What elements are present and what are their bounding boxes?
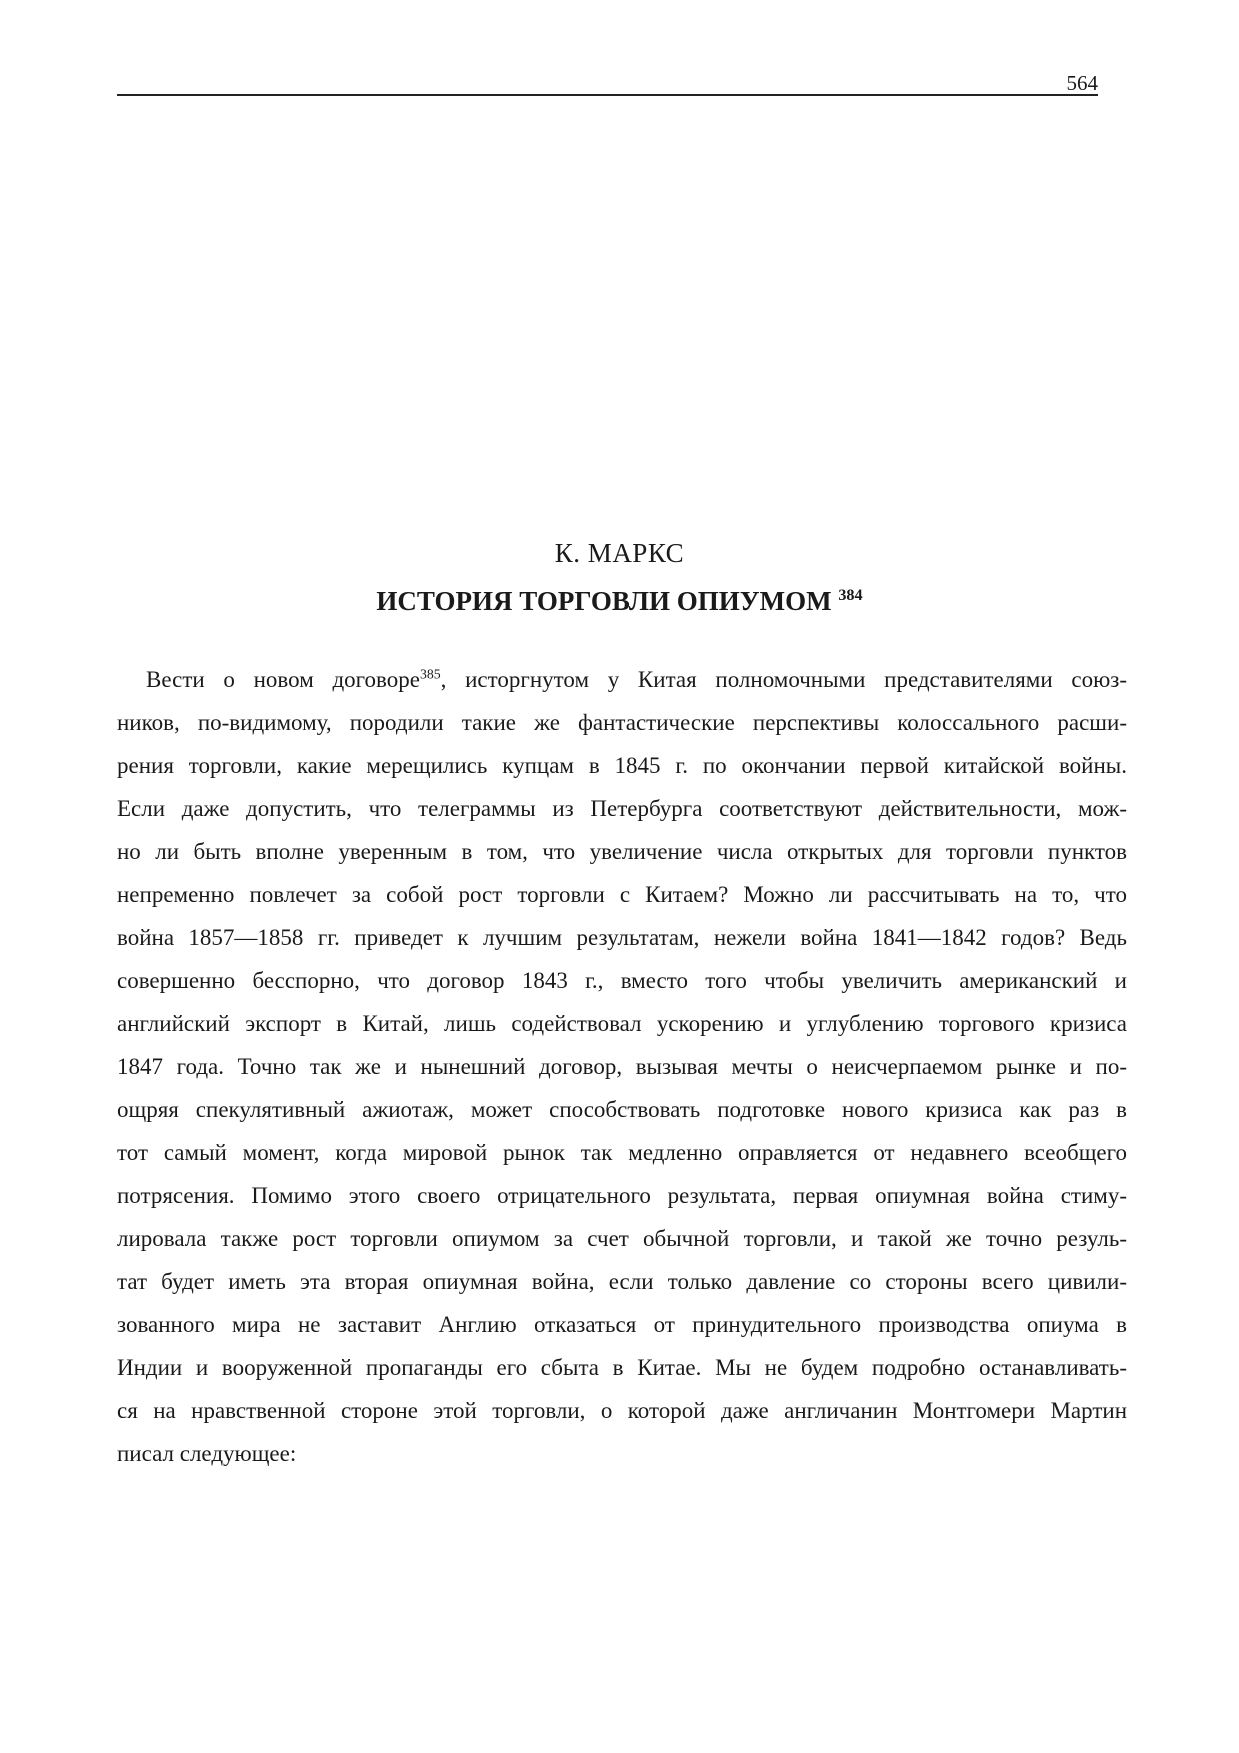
body-line: 1847 года. Точно так же и нынешний договор, вызывая мечты о неисчерпаемом рынке и по- xyxy=(117,1054,1127,1079)
body-line-text: Вести о новом договоре xyxy=(146,667,420,692)
body-line: тот самый момент, когда мировой рынок так медленно оправляется от недавнего всеобщего xyxy=(117,1140,1127,1165)
header-rule xyxy=(117,94,1098,96)
body-line: тат будет иметь эта вторая опиумная война, если только давление со стороны всего цивили- xyxy=(117,1269,1127,1294)
body-line: потрясения. Помимо этого своего отрицательного результата, первая опиумная война стиму- xyxy=(117,1183,1127,1208)
article-title xyxy=(0,586,1239,617)
body-line: ся на нравственной стороне этой торговли, о которой даже англичанин Монтгомери Мартин xyxy=(117,1398,1127,1423)
body-line: ощряя спекулятивный ажиотаж, может способствовать подготовке нового кризиса как раз в xyxy=(117,1097,1127,1122)
body-line xyxy=(117,658,1127,701)
body-line: зованного мира не заставит Англию отказаться от принудительного производства опиума в xyxy=(117,1312,1127,1337)
body-line: лировала также рост торговли опиумом за счет обычной торговли, и такой же точно резуль- xyxy=(117,1226,1127,1251)
body-line: Индии и вооруженной пропаганды его сбыта в Китае. Мы не будем подробно останавливать- xyxy=(117,1355,1127,1380)
body-paragraph xyxy=(117,658,1127,1475)
body-line: непременно повлечет за собой рост торговли с Китаем? Можно ли рассчитывать на то, что xyxy=(117,882,1127,907)
author-name: К. МАРКС xyxy=(554,538,685,568)
title-note-ref: 384 xyxy=(838,586,863,604)
body-line: писал следующее: xyxy=(117,1441,297,1466)
note-ref: 385 xyxy=(419,666,441,682)
body-line: английский экспорт в Китай, лишь содействовал ускорению и углублению торгового кризиса xyxy=(117,1011,1127,1036)
body-line: Если даже допустить, что телеграммы из Петербурга соответствуют действительности, мож- xyxy=(117,796,1127,821)
body-line: ников, по-видимому, породили такие же фантастические перспективы колоссального расши- xyxy=(117,710,1127,735)
body-line: рения торговли, какие мерещились купцам в 1845 г. по окончании первой китайской войны. xyxy=(117,753,1127,778)
page-number: 564 xyxy=(1066,71,1098,95)
body-line: война 1857—1858 гг. приведет к лучшим результатам, нежели война 1841—1842 годов? Ведь xyxy=(117,925,1127,950)
article-title-text: ИСТОРИЯ ТОРГОВЛИ ОПИУМОМ xyxy=(376,586,832,616)
body-line: но ли быть вполне уверенным в том, что увеличение числа открытых для торговли пунктов xyxy=(117,839,1127,864)
body-line: совершенно бесспорно, что договор 1843 г., вместо того чтобы увеличить американский и xyxy=(117,968,1127,993)
body-line-text: , исторгнутом у Китая полномочными представителями союз- xyxy=(440,667,1128,692)
